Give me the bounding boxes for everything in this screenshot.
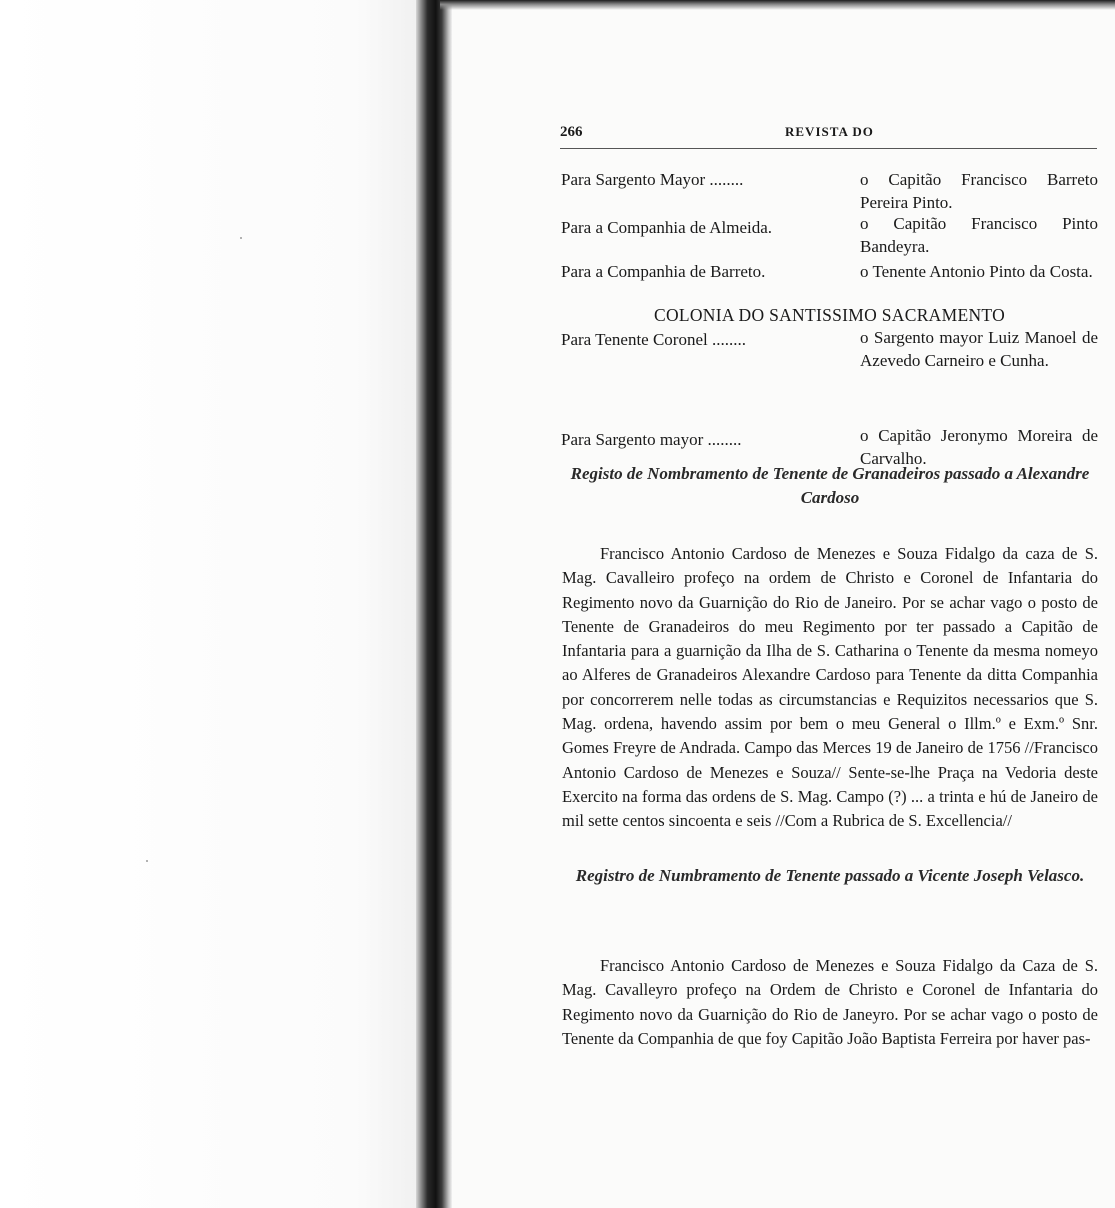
- page-top-shadow: [440, 0, 1115, 10]
- page-speck: [146, 860, 148, 862]
- record-title: Registro de Numbramento de Tenente passado a Vicente Joseph Velasco.: [575, 866, 1085, 885]
- appointment-value: o Sargento mayor Luiz Manoel de Azevedo Carneiro e Cunha.: [860, 328, 1098, 370]
- section-heading: COLONIA DO SANTISSIMO SACRAMENTO: [653, 305, 1006, 325]
- book-gutter: [416, 0, 452, 1208]
- record-body: Francisco Antonio Cardoso de Menezes e Souza Fidalgo da Caza de S. Mag. Cavalleyro profeço na Ordem de Christo e Coronel de Infantaria do Regimento novo da Guarnição do Rio de Janeyro. Por se achar vago o posto de Tenente da Companhia de que foy Capitão João Baptista Ferreira por haver pas-: [562, 956, 1098, 1048]
- facing-page-blank: [0, 0, 420, 1208]
- appointment-label: Para Tenente Coronel ........: [561, 330, 746, 349]
- appointment-value: o Capitão Jeronymo Moreira de Carvalho.: [860, 426, 1098, 468]
- appointment-label: Para a Companhia de Barreto.: [561, 262, 766, 281]
- record-title: Registo de Nombramento de Tenente de Granadeiros passado a Alexandre Cardoso: [570, 464, 1090, 507]
- appointment-value: o Tenente Antonio Pinto da Costa.: [860, 262, 1093, 281]
- appointment-label: Para Sargento Mayor ........: [561, 170, 744, 189]
- appointment-value: o Capitão Francisco Pinto Bandeyra.: [860, 214, 1098, 256]
- record-body: Francisco Antonio Cardoso de Menezes e Souza Fidalgo da caza de S. Mag. Cavalleiro profeço na ordem de Christo e Coronel de Infantaria do Regimento novo da Guarnição do Rio de Janeiro. Por se achar vago o posto de Tenente de Granadeiros do meu Regimento por ter passado a Capitão de Infantaria para a guarnição da Ilha de S. Catharina o Tenente da mesma nomeyo ao Alferes de Granadeiros Alexandre Cardoso para Tenente da ditta Companhia por concorrerem nelle todas as circumstancias e Requizitos necessarios que S. Mag. ordena, havendo assim por bem o meu General o Illm.º e Exm.º Snr. Gomes Freyre de Andrada. Campo das Merces 19 de Janeiro de 1756 //Francisco Antonio Cardoso de Menezes e Souza// Sente-se-lhe Praça na Vedoria deste Exercito na forma das ordens de S. Mag. Campo (?) ... a trinta e hú de Janeiro de mil sette centos sincoenta e seis //Com a Rubrica de S. Excellencia//: [562, 544, 1098, 831]
- appointment-value: o Capitão Francisco Barreto Pereira Pinto.: [860, 170, 1098, 212]
- page-speck: [240, 237, 242, 239]
- appointment-label: Para a Companhia de Almeida.: [561, 218, 773, 237]
- appointment-label: Para Sargento mayor ........: [561, 430, 742, 449]
- running-head: REVISTA DO: [785, 124, 874, 139]
- header-rule: [560, 148, 1097, 149]
- page-number: 266: [560, 124, 583, 140]
